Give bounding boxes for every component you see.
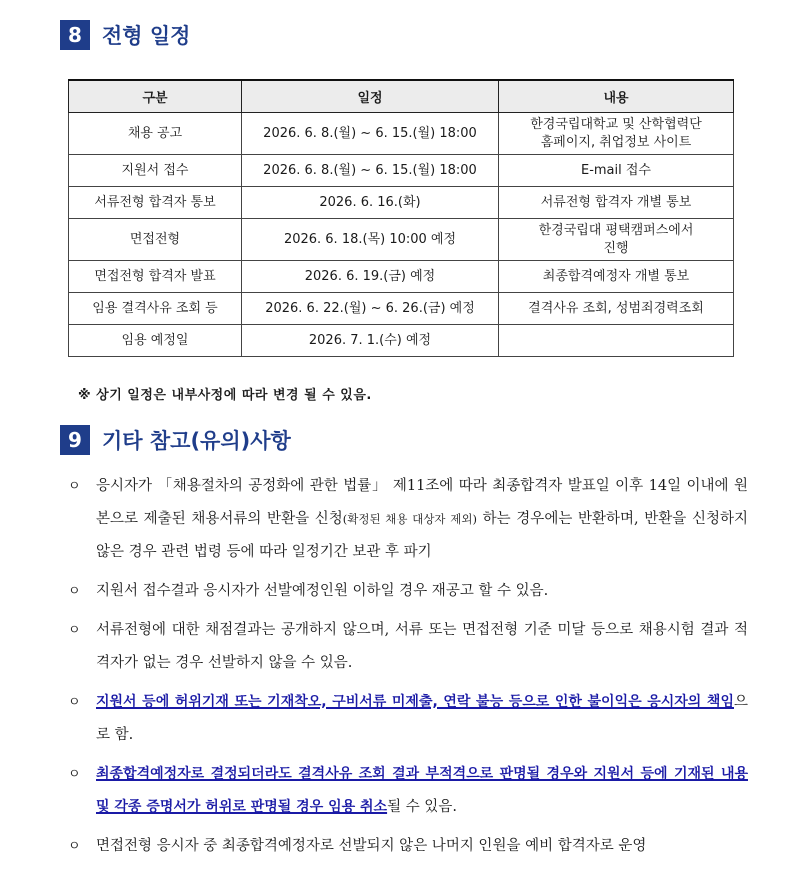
- bullet-icon: ㅇ: [68, 584, 81, 599]
- list-item: [68, 614, 748, 680]
- table-row: [69, 155, 734, 187]
- item-text: 응시자가 「채용절차의 공정화에 관한 법률」 제11조에 따라 최종합격자 발표일 이후 14일 이내에 원본으로 제출된 채용서류의 반환을 신청: [96, 478, 748, 527]
- content-line: 한경국립대 평택캠퍼스에서: [538, 222, 694, 238]
- content-line: 한경국립대학교 및 산학협력단: [530, 116, 702, 132]
- table-row: [69, 293, 734, 325]
- list-item: [68, 758, 748, 824]
- table-cell-schedule: 2026. 6. 22.(월) ~ 6. 26.(금) 예정: [242, 293, 499, 325]
- list-item: [68, 686, 748, 752]
- table-cell-schedule: 2026. 6. 8.(월) ~ 6. 15.(월) 18:00: [242, 155, 499, 187]
- table-cell-content: E-mail 접수: [499, 155, 734, 187]
- table-row: [69, 187, 734, 219]
- item-text: 지원서 접수결과 응시자가 선발예정인원 이하일 경우 재공고 할 수 있음.: [96, 583, 549, 599]
- item-text: 으로 함.: [96, 694, 748, 743]
- emphasized-text: 최종합격예정자로 결정되더라도 결격사유 조회 결과 부적격으로 판명될 경우와 지원서 등에 기재된 내용 및 각종 증명서가 허위로 판명될 경우 임용 취소: [96, 766, 748, 815]
- table-cell-schedule: 2026. 6. 8.(월) ~ 6. 15.(월) 18:00: [242, 113, 499, 155]
- table-cell-content: [499, 325, 734, 357]
- list-item: [68, 470, 748, 569]
- table-cell-category: 임용 결격사유 조회 등: [69, 293, 242, 325]
- section-9-heading: [60, 425, 291, 455]
- table-cell-schedule: 2026. 6. 19.(금) 예정: [242, 261, 499, 293]
- table-cell-content: [499, 113, 734, 155]
- section-number: 8: [60, 20, 90, 50]
- schedule-table: [68, 79, 734, 357]
- emphasized-text: 지원서 등에 허위기재 또는 기재착오, 구비서류 미제출, 연락 불능 등으로 인한 불이익은 응시자의 책임: [96, 694, 734, 710]
- item-text: 면접전형 응시자 중 최종합격예정자로 선발되지 않은 나머지 인원을 예비 합격자로 운영: [96, 838, 647, 854]
- bullet-icon: ㅇ: [68, 695, 81, 710]
- column-header: 일정: [242, 80, 499, 113]
- item-text: 서류전형에 대한 채점결과는 공개하지 않으며, 서류 또는 면접전형 기준 미달 등으로 채용시험 결과 적격자가 없는 경우 선발하지 않을 수 있음.: [96, 622, 748, 671]
- content-line: 홈페이지, 취업정보 사이트: [540, 134, 692, 150]
- list-item: [68, 830, 748, 863]
- item-text: 하는 경우에는 반환하며, 반환을 신청하지 않은 경우 관련 법령 등에 따라 일정기간 보관 후 파기: [96, 511, 748, 560]
- bullet-icon: ㅇ: [68, 767, 81, 782]
- table-cell-content: 서류전형 합격자 개별 통보: [499, 187, 734, 219]
- table-row: [69, 325, 734, 357]
- bullet-icon: ㅇ: [68, 839, 81, 854]
- column-header: 구분: [69, 80, 242, 113]
- table-row: [69, 113, 734, 155]
- table-cell-content: [499, 219, 734, 261]
- table-cell-category: 임용 예정일: [69, 325, 242, 357]
- table-cell-schedule: 2026. 7. 1.(수) 예정: [242, 325, 499, 357]
- table-cell-category: 면접전형: [69, 219, 242, 261]
- section-8-heading: [60, 20, 190, 50]
- table-cell-content: 결격사유 조회, 성범죄경력조회: [499, 293, 734, 325]
- notice-list: [68, 470, 748, 869]
- table-row: [69, 261, 734, 293]
- table-cell-schedule: 2026. 6. 16.(화): [242, 187, 499, 219]
- schedule-note: ※ 상기 일정은 내부사정에 따라 변경 될 수 있음.: [78, 388, 372, 403]
- content-line: 진행: [603, 240, 629, 256]
- section-number: 9: [60, 425, 90, 455]
- table-cell-category: 면접전형 합격자 발표: [69, 261, 242, 293]
- table-cell-schedule: 2026. 6. 18.(목) 10:00 예정: [242, 219, 499, 261]
- table-cell-category: 채용 공고: [69, 113, 242, 155]
- table-row: [69, 219, 734, 261]
- section-title: 기타 참고(유의)사항: [102, 429, 291, 453]
- item-text: 될 수 있음.: [387, 799, 457, 815]
- table-cell-content: 최종합격예정자 개별 통보: [499, 261, 734, 293]
- column-header: 내용: [499, 80, 734, 113]
- section-title: 전형 일정: [102, 24, 191, 48]
- bullet-icon: ㅇ: [68, 479, 81, 494]
- item-note: (확정된 채용 대상자 제외): [342, 512, 477, 526]
- bullet-icon: ㅇ: [68, 623, 81, 638]
- table-cell-category: 서류전형 합격자 통보: [69, 187, 242, 219]
- table-cell-category: 지원서 접수: [69, 155, 242, 187]
- list-item: [68, 575, 748, 608]
